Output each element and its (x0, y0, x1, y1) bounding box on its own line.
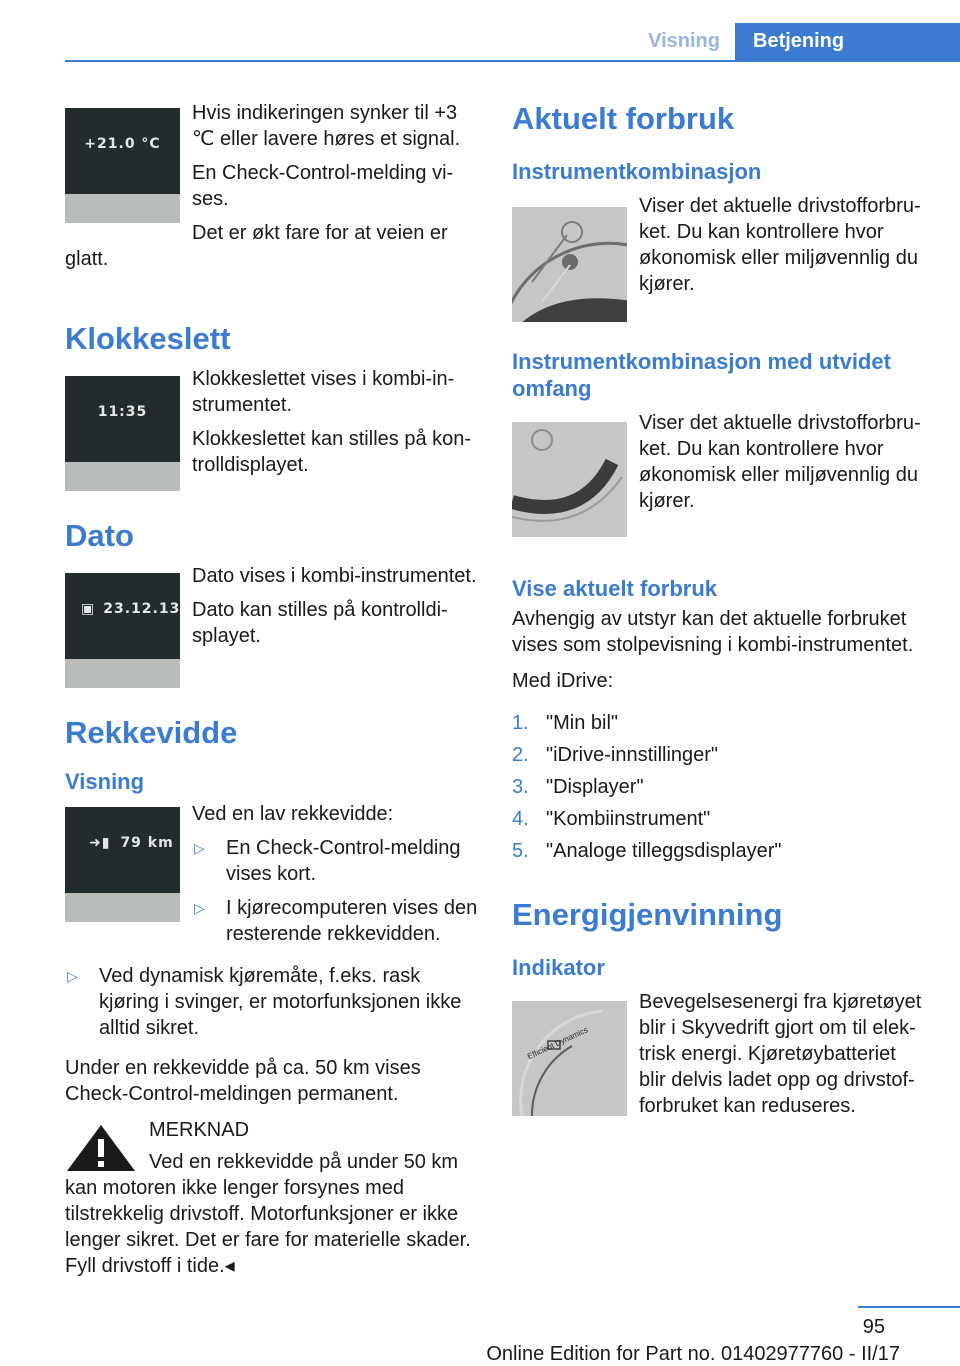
consumption-gauge-image (512, 207, 627, 322)
energy-block (512, 989, 926, 1120)
temp-text-3: Det er økt fare for at veien er glatt. (65, 222, 448, 270)
triangle-bullet-icon: ▷ (194, 840, 205, 856)
consumption-heading: Aktuelt forbruk (512, 101, 735, 136)
range-display-value: 79 km (120, 835, 174, 851)
range-bullet-3: ▷ Ved dynamisk kjøremåte, f.eks. rask kjøring i svinger, er motorfunksjonen ikke alltid sikret. (67, 965, 462, 1039)
page-number: 95 (862, 1316, 885, 1338)
date-display-value: 23.12.13 (103, 601, 181, 617)
triangle-bullet-icon: ▷ (67, 968, 78, 984)
header-tab-visning[interactable]: Visning (648, 30, 720, 52)
range-heading: Rekkevidde (65, 715, 238, 750)
consumption-text-3: Avhengig av utstyr kan det aktuelle forbruket vises som stolpevisning i kombi-instrumentet. (512, 608, 914, 656)
date-display-image (65, 573, 180, 688)
notice-title: MERKNAD (149, 1119, 250, 1141)
triangle-bullet-icon: ▷ (194, 900, 205, 916)
range-text-after: Under en rekkevidde på ca. 50 km vises Check-Control-meldingen permanent. (65, 1057, 421, 1105)
clock-text-1: Klokkeslettet vises i kombi-instrumentet. (192, 368, 455, 416)
clock-heading: Klokkeslett (65, 321, 231, 356)
calendar-icon: ▣ (81, 601, 96, 617)
consumption-block-2 (512, 410, 926, 541)
temp-text-1: Hvis indikeringen synker til +3 ℃ eller lavere høres et signal. (192, 102, 461, 150)
consumption-text-2: Viser det aktuelle drivstofforbruket. Du kan kontrollere hvor økonomisk eller miljøvennlig du kjører. (639, 412, 921, 512)
notice-text: Ved en rekkevidde på under 50 km kan motoren ikke lenger forsynes med tilstrekkelig drivstoff. Motorfunksjoner er ikke lenger sikret. Det er fare for materielle skader. Fyll drivstoff i tide.◂ (65, 1151, 471, 1277)
consumption-sub-3: Vise aktuelt forbruk (512, 576, 717, 601)
step-item: 4. "Kombiinstrument" (512, 808, 711, 830)
clock-text-2: Klokkeslettet kan stilles på kontrolldisplayet. (192, 428, 472, 476)
edition-note: Online Edition for Part no. 01402977760 - II/17 (486, 1343, 900, 1365)
temp-text-2: En Check-Control-melding vises. (192, 162, 454, 210)
consumption-block-1 (512, 193, 926, 326)
header-tab-betjening[interactable]: Betjening (735, 23, 960, 62)
temperature-display-value: +21.0 °C (84, 136, 161, 152)
fuel-pump-icon: ➜▮ (89, 835, 111, 851)
range-display-image (65, 807, 180, 922)
temperature-display-image (65, 108, 180, 223)
clock-display-image (65, 376, 180, 491)
date-text-1: Dato vises i kombi-instrumentet. (192, 565, 477, 587)
gauge-label: Efficient Dynamics (526, 1025, 590, 1062)
range-section (65, 801, 479, 955)
header-rule (65, 60, 960, 62)
date-section (65, 563, 479, 692)
energy-gauge-image (512, 1001, 627, 1116)
page-header (65, 0, 960, 62)
step-item: 3. "Displayer" (512, 776, 644, 798)
step-item: 5. "Analoge tilleggsdisplayer" (512, 840, 782, 862)
range-bullet-2: ▷ I kjørecomputeren vises den resterende rekkevidden. (194, 897, 478, 945)
notice-box (65, 1117, 479, 1279)
step-item: 1. "Min bil" (512, 712, 618, 734)
energy-subheading: Indikator (512, 955, 605, 980)
consumption-text-1: Viser det aktuelle drivstofforbruket. Du kan kontrollere hvor økonomisk eller miljøvennlig du kjører. (639, 195, 921, 295)
clock-section (65, 366, 479, 495)
energy-heading: Energigjenvinning (512, 897, 783, 932)
range-intro: Ved en lav rekkevidde: (192, 803, 394, 825)
clock-display-value: 11:35 (97, 404, 148, 420)
idrive-steps (512, 710, 926, 864)
left-column (65, 100, 479, 1279)
warning-triangle-icon (65, 1123, 137, 1173)
right-column (512, 100, 926, 1120)
date-text-2: Dato kan stilles på kontrolldisplayet. (192, 599, 448, 647)
step-item: 2. "iDrive-innstillinger" (512, 744, 719, 766)
footer-rule (858, 1306, 960, 1308)
range-bullet-1: ▷ En Check-Control-melding vises kort. (194, 837, 461, 885)
consumption-sub-1: Instrumentkombinasjon (512, 159, 762, 184)
consumption-text-4: Med iDrive: (512, 670, 614, 692)
page-footer (0, 1300, 960, 1365)
date-heading: Dato (65, 518, 134, 553)
consumption-sub-2: Instrumentkombinasjon med utvidet omfang (512, 349, 891, 401)
extended-consumption-gauge-image (512, 422, 627, 537)
range-subheading: Visning (65, 769, 145, 794)
energy-text-1: Bevegelsesenergi fra kjøretøyet blir i Skyvedrift gjort om til elektrisk energi. Kjøretøybatteriet blir delvis ladet opp og drivstofforbruket kan reduseres. (639, 991, 922, 1117)
temperature-section (65, 100, 479, 272)
